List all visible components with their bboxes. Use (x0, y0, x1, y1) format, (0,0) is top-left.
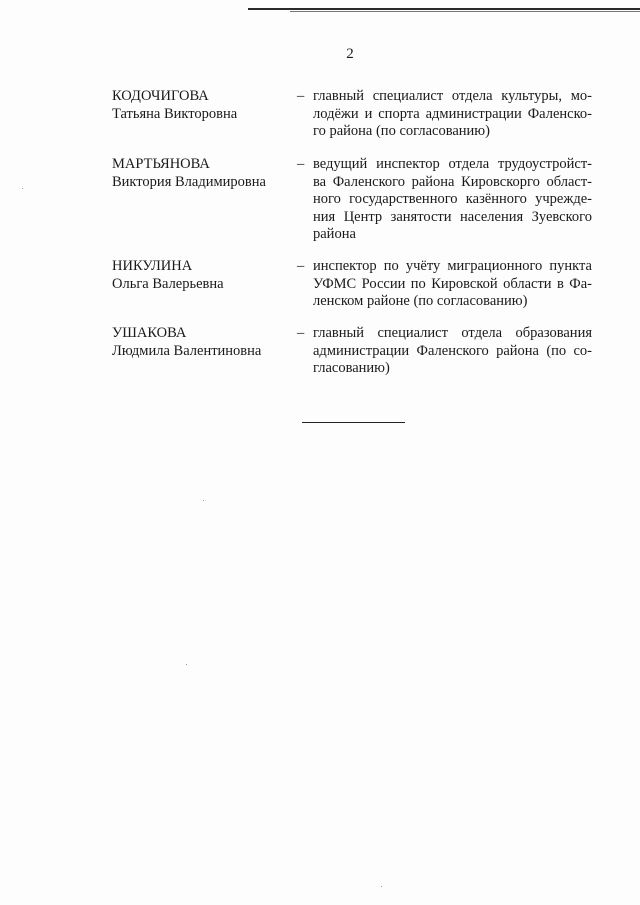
dash: – (297, 88, 305, 104)
description-line: главный специалист отдела образования (313, 325, 592, 341)
description-line: ния Центр занятости населения Зуевского (313, 208, 592, 225)
surname: МАРТЬЯНОВА (112, 156, 210, 172)
description-line: ва Фаленского района Кировскорго област- (313, 173, 592, 190)
position-description (313, 325, 592, 378)
position-description (313, 88, 592, 141)
description-line: гласованию) (313, 360, 390, 376)
scan-edge-line (248, 8, 640, 10)
surname: КОДОЧИГОВА (112, 88, 209, 104)
description-line: ведущий инспектор отдела трудоустройст- (313, 156, 592, 172)
closing-separator-line (302, 422, 405, 423)
scan-speck (203, 500, 204, 501)
person-name (112, 325, 297, 360)
given-name: Людмила Валентиновна (112, 342, 262, 359)
surname: НИКУЛИНА (112, 258, 193, 274)
description-line: администрации Фаленского района (по со- (313, 342, 592, 359)
scan-speck (22, 188, 23, 189)
given-name: Виктория Владимировна (112, 173, 266, 190)
description-line: го района (по согласованию) (313, 123, 490, 139)
dash: – (297, 325, 305, 341)
person-name (112, 88, 297, 123)
dash: – (297, 156, 305, 172)
scan-edge-line-thin (290, 11, 640, 12)
scan-speck (381, 886, 382, 887)
surname: УШАКОВА (112, 325, 187, 341)
description-line: главный специалист отдела культуры, мо- (313, 88, 592, 104)
given-name: Ольга Валерьевна (112, 275, 224, 292)
description-line: инспектор по учёту миграционного пункта (313, 258, 592, 274)
position-description (313, 258, 592, 311)
description-line: УФМС России по Кировской области в Фа- (313, 275, 592, 292)
dash: – (297, 258, 305, 274)
person-name (112, 258, 297, 293)
description-line: лодёжи и спорта администрации Фаленско- (313, 105, 592, 122)
page-number: 2 (346, 46, 354, 62)
given-name: Татьяна Викторовна (112, 105, 238, 122)
person-name (112, 156, 297, 191)
position-description (313, 156, 592, 244)
description-line: района (313, 226, 356, 242)
description-line: ного государственного казённого учрежде- (313, 191, 592, 207)
description-line: ленском районе (по согласованию) (313, 293, 528, 309)
scan-speck (186, 664, 187, 665)
